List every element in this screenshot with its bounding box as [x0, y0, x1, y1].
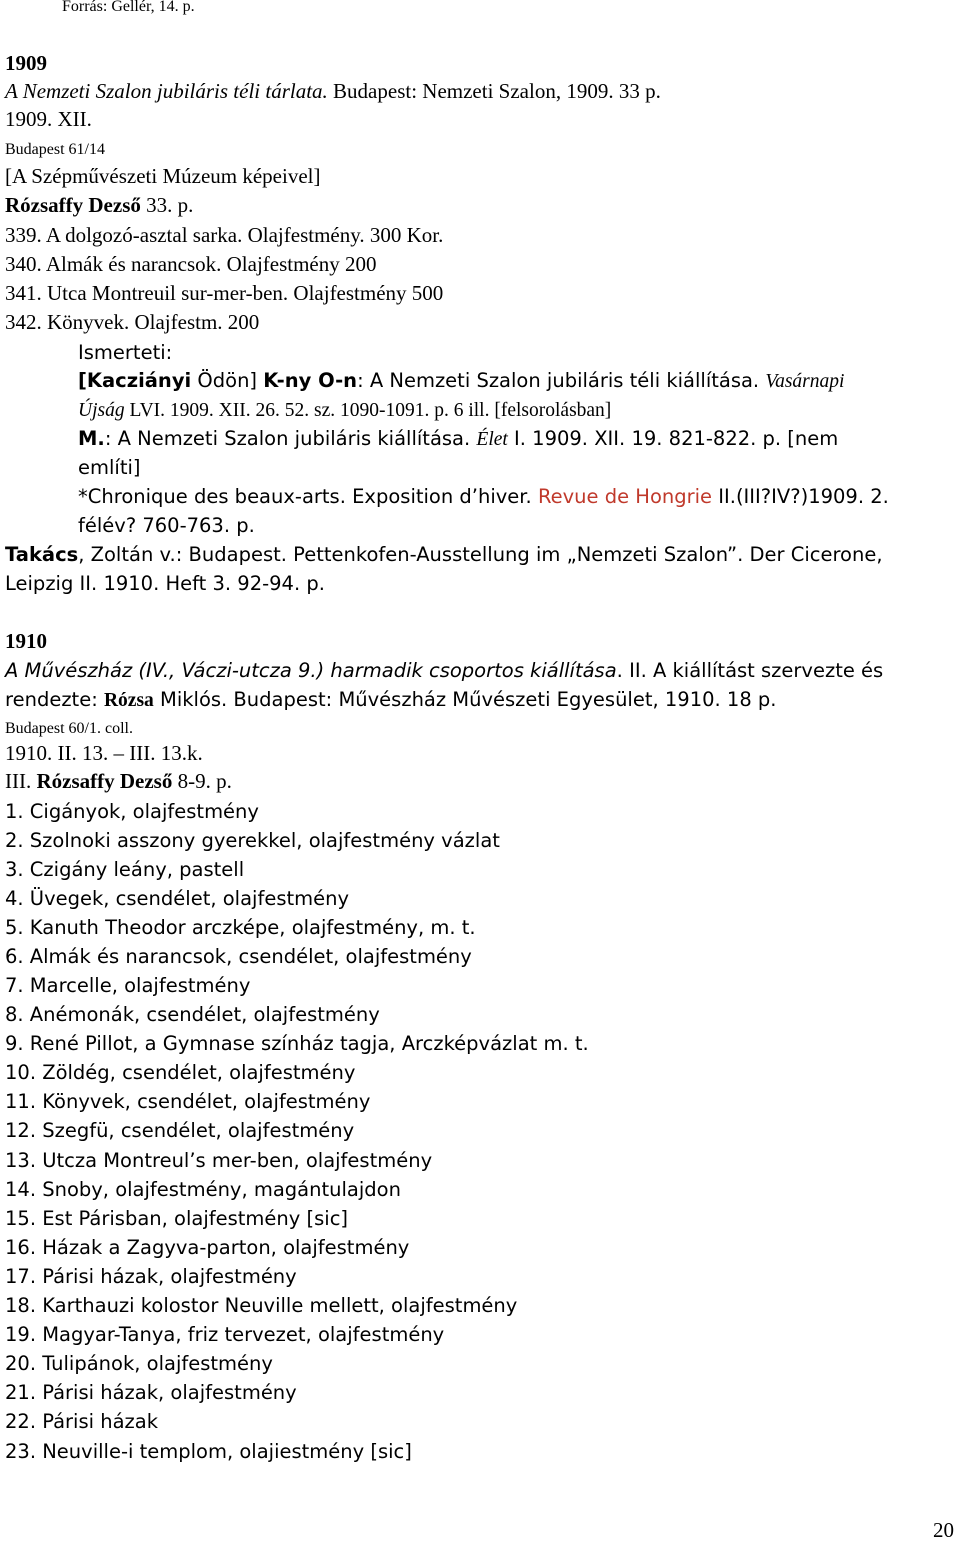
year-heading-1909: 1909 [5, 51, 47, 75]
work-item: 8. Anémonák, csendélet, olajfestmény [5, 1003, 380, 1026]
work-item: 342. Könyvek. Olajfestm. 200 [5, 310, 260, 334]
work-item: 9. René Pillot, a Gymnase színház tagja, Arczképvázlat m. t. [5, 1032, 589, 1055]
work-item: 17. Párisi házak, olajfestmény [5, 1265, 297, 1288]
work-item: 2. Szolnoki asszony gyerekkel, olajfestmény vázlat [5, 829, 500, 852]
catalog-organizer-1910: rendezte: Rózsa Miklós. Budapest: Művészház Művészeti Egyesület, 1910. 18 p. [5, 688, 777, 711]
shelf-mark-1910: Budapest 60/1. coll. [5, 720, 133, 737]
page-number: 20 [933, 1518, 954, 1542]
work-item: 13. Utcza Montreul’s mer-ben, olajfestmény [5, 1149, 433, 1172]
work-item: 20. Tulipánok, olajfestmény [5, 1352, 273, 1375]
review-2-cont: említi] [78, 456, 141, 479]
work-item: 12. Szegfü, csendélet, olajfestmény [5, 1119, 355, 1142]
shelf-mark-1909: Budapest 61/14 [5, 141, 105, 158]
work-item: 23. Neuville-i templom, olajiestmény [sic] [5, 1440, 412, 1463]
work-item: 5. Kanuth Theodor arczképe, olajfestmény, m. t. [5, 916, 476, 939]
year-heading-1910: 1910 [5, 629, 47, 653]
review-2: M.: A Nemzeti Szalon jubiláris kiállítása. Élet I. 1909. XII. 19. 821-822. p. [nem [78, 427, 839, 450]
work-item: 340. Almák és narancsok. Olajfestmény 200 [5, 252, 377, 276]
work-item: 21. Párisi házak, olajfestmény [5, 1381, 297, 1404]
review-1-cont: Újság LVI. 1909. XII. 26. 52. sz. 1090-1091. p. 6 ill. [felsorolásban] [78, 400, 612, 421]
artist-entry-1910: III. Rózsaffy Dezső 8-9. p. [5, 769, 232, 793]
work-item: 6. Almák és narancsok, csendélet, olajfestmény [5, 945, 472, 968]
catalog-title-1910: A Művészház (IV., Váczi-utcza 9.) harmadik csoportos kiállítása. II. A kiállítást szervezte és [5, 659, 884, 682]
work-item: 4. Üvegek, csendélet, olajfestmény [5, 887, 350, 910]
review-3-cont: félév? 760-763. p. [78, 514, 255, 537]
artist-entry-1909: Rózsaffy Dezső 33. p. [5, 193, 194, 217]
review-heading: Ismerteti: [78, 341, 173, 364]
work-item: 15. Est Párisban, olajfestmény [sic] [5, 1207, 349, 1230]
work-item: 14. Snoby, olajfestmény, magántulajdon [5, 1178, 401, 1201]
work-item: 10. Zöldég, csendélet, olajfestmény [5, 1061, 356, 1084]
work-item: 339. A dolgozó-asztal sarka. Olajfestmény. 300 Kor. [5, 223, 444, 247]
review-4: Takács, Zoltán v.: Budapest. Pettenkofen-Ausstellung im „Nemzeti Szalon”. Der Cicerone, [5, 543, 883, 566]
source-note: Forrás: Gellér, 14. p. [62, 0, 195, 15]
review-4-cont: Leipzig II. 1910. Heft 3. 92-94. p. [5, 572, 325, 595]
review-3: *Chronique des beaux-arts. Exposition d’hiver. Revue de Hongrie II.(III?IV?)1909. 2. [78, 485, 889, 508]
work-item: 18. Karthauzi kolostor Neuville mellett, olajfestmény [5, 1294, 518, 1317]
catalog-subtitle-1909: [A Szépművészeti Múzeum képeivel] [5, 164, 321, 188]
work-item: 16. Házak a Zagyva-parton, olajfestmény [5, 1236, 410, 1259]
exhibition-date-1910: 1910. II. 13. – III. 13.k. [5, 741, 203, 765]
work-item: 3. Czigány leány, pastell [5, 858, 245, 881]
work-item: 1. Cigányok, olajfestmény [5, 800, 259, 823]
work-item: 19. Magyar-Tanya, friz tervezet, olajfestmény [5, 1323, 445, 1346]
review-1: [Kacziányi Ödön] K-ny O-n: A Nemzeti Szalon jubiláris téli kiállítása. Vasárnapi [78, 369, 845, 392]
work-item: 22. Párisi házak [5, 1410, 159, 1433]
catalog-title-1909: A Nemzeti Szalon jubiláris téli tárlata. Budapest: Nemzeti Szalon, 1909. 33 p. [5, 79, 661, 103]
work-item: 341. Utca Montreuil sur-mer-ben. Olajfestmény 500 [5, 281, 444, 305]
work-item: 11. Könyvek, csendélet, olajfestmény [5, 1090, 371, 1113]
work-item: 7. Marcelle, olajfestmény [5, 974, 251, 997]
exhibition-date-1909: 1909. XII. [5, 107, 92, 131]
